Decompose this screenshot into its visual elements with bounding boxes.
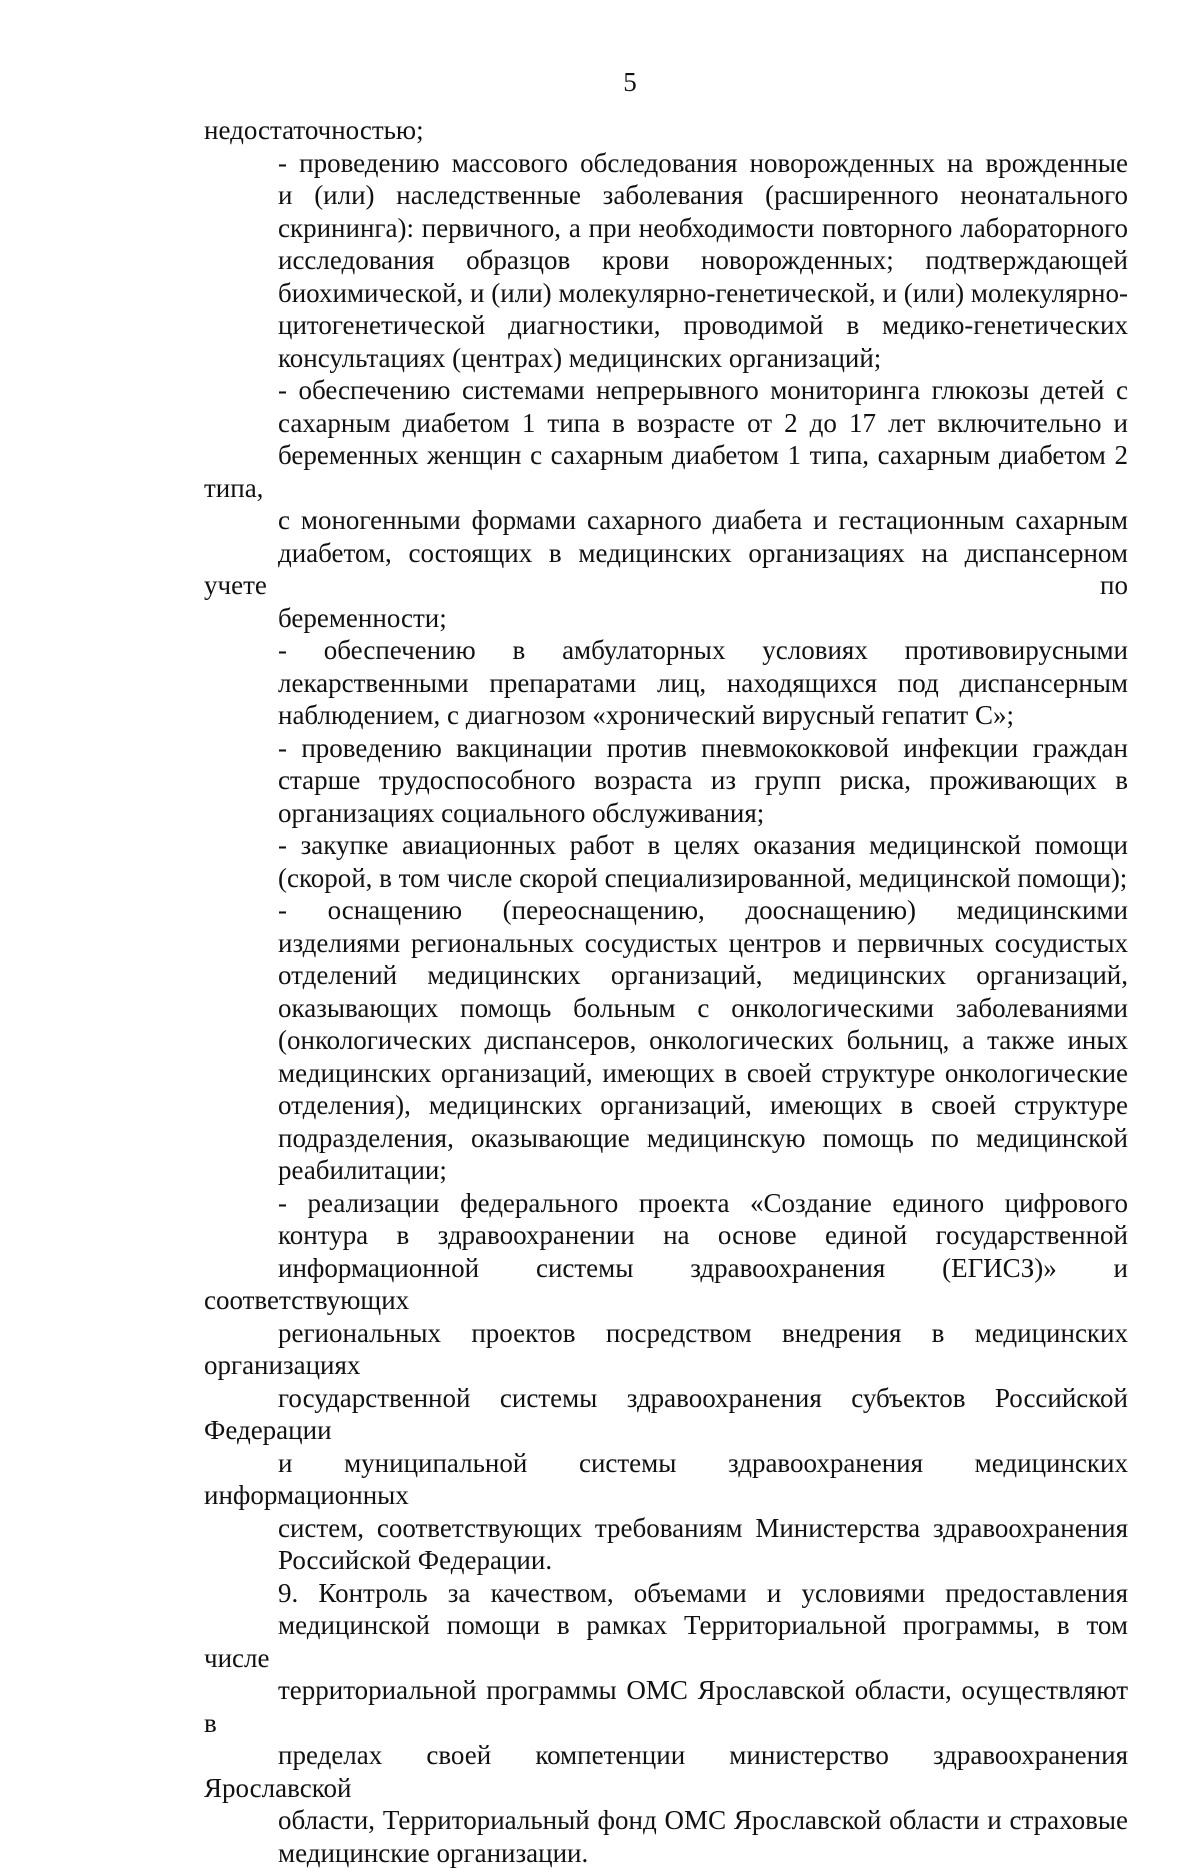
text-line: отделений медицинских организаций, медицинских организаций, (204, 959, 1128, 992)
text-line: Российской Федерации. (204, 1544, 1128, 1577)
text-line: оказывающих помощь больным с онкологическими заболеваниями (204, 992, 1128, 1025)
text-line: (онкологических диспансеров, онкологических больниц, а также иных (204, 1024, 1128, 1057)
text-line: - оснащению (переоснащению, дооснащению) медицинскими (204, 894, 1128, 927)
paragraph (204, 147, 1128, 375)
text-line: - закупке авиационных работ в целях оказания медицинской помощи (204, 829, 1128, 862)
text-line: - обеспечению в амбулаторных условиях противовирусными (204, 634, 1128, 667)
text-line: недостаточностью; (204, 114, 1128, 147)
text-line: информационной системы здравоохранения (ЕГИСЗ)» и соответствующих (204, 1252, 1128, 1317)
text-line: реабилитации; (204, 1154, 1128, 1187)
text-line: беременных женщин с сахарным диабетом 1 типа, сахарным диабетом 2 типа, (204, 439, 1128, 504)
paragraph (204, 634, 1128, 732)
text-line: региональных проектов посредством внедрения в медицинских организациях (204, 1317, 1128, 1382)
paragraph (204, 829, 1128, 894)
text-line: - проведению вакцинации против пневмококковой инфекции граждан (204, 732, 1128, 765)
paragraph (204, 114, 1128, 147)
text-line: медицинской помощи в рамках Территориальной программы, в том числе (204, 1609, 1128, 1674)
text-line: организациях социального обслуживания; (204, 797, 1128, 830)
text-line: медицинских организаций, имеющих в своей структуре онкологические (204, 1057, 1128, 1090)
text-line: сахарным диабетом 1 типа в возрасте от 2 до 17 лет включительно и (204, 407, 1128, 440)
text-line: наблюдением, с диагнозом «хронический вирусный гепатит С»; (204, 699, 1128, 732)
text-line: биохимической, и (или) молекулярно-генетической, и (или) молекулярно- (204, 277, 1128, 310)
paragraph (204, 732, 1128, 830)
text-line: подразделения, оказывающие медицинскую помощь по медицинской (204, 1122, 1128, 1155)
text-line: 9. Контроль за качеством, объемами и условиями предоставления (204, 1577, 1128, 1610)
page-number: 5 (0, 66, 1200, 98)
text-line: цитогенетической диагностики, проводимой в медико-генетических (204, 309, 1128, 342)
text-line: - проведению массового обследования новорожденных на врожденные (204, 147, 1128, 180)
paragraph (204, 1577, 1128, 1869)
text-line: скрининга): первичного, а при необходимости повторного лабораторного (204, 212, 1128, 245)
text-line: беременности; (204, 602, 1128, 635)
paragraph (204, 894, 1128, 1187)
text-line: государственной системы здравоохранения субъектов Российской Федерации (204, 1382, 1128, 1447)
text-line: (скорой, в том числе скорой специализированной, медицинской помощи); (204, 862, 1128, 895)
text-line: лекарственными препаратами лиц, находящихся под диспансерным (204, 667, 1128, 700)
document-body (204, 114, 1128, 1869)
text-line: консультациях (центрах) медицинских организаций; (204, 342, 1128, 375)
text-line: систем, соответствующих требованиям Министерства здравоохранения (204, 1512, 1128, 1545)
text-line: области, Территориальный фонд ОМС Ярославской области и страховые (204, 1804, 1128, 1837)
text-line: контура в здравоохранении на основе единой государственной (204, 1219, 1128, 1252)
text-line: и (или) наследственные заболевания (расширенного неонатального (204, 179, 1128, 212)
paragraph (204, 374, 1128, 634)
text-line: с моногенными формами сахарного диабета и гестационным сахарным (204, 504, 1128, 537)
text-line: пределах своей компетенции министерство здравоохранения Ярославской (204, 1739, 1128, 1804)
text-line: старше трудоспособного возраста из групп риска, проживающих в (204, 764, 1128, 797)
paragraph (204, 1187, 1128, 1577)
text-line: территориальной программы ОМС Ярославской области, осуществляют в (204, 1674, 1128, 1739)
text-line: диабетом, состоящих в медицинских организациях на диспансерном учете по (204, 537, 1128, 602)
text-line: - реализации федерального проекта «Создание единого цифрового (204, 1187, 1128, 1220)
text-line: медицинские организации. (204, 1837, 1128, 1869)
text-line: отделения), медицинских организаций, имеющих в своей структуре (204, 1089, 1128, 1122)
text-line: и муниципальной системы здравоохранения медицинских информационных (204, 1447, 1128, 1512)
text-line: исследования образцов крови новорожденных; подтверждающей (204, 244, 1128, 277)
text-line: изделиями региональных сосудистых центров и первичных сосудистых (204, 927, 1128, 960)
text-line: - обеспечению системами непрерывного мониторинга глюкозы детей с (204, 374, 1128, 407)
